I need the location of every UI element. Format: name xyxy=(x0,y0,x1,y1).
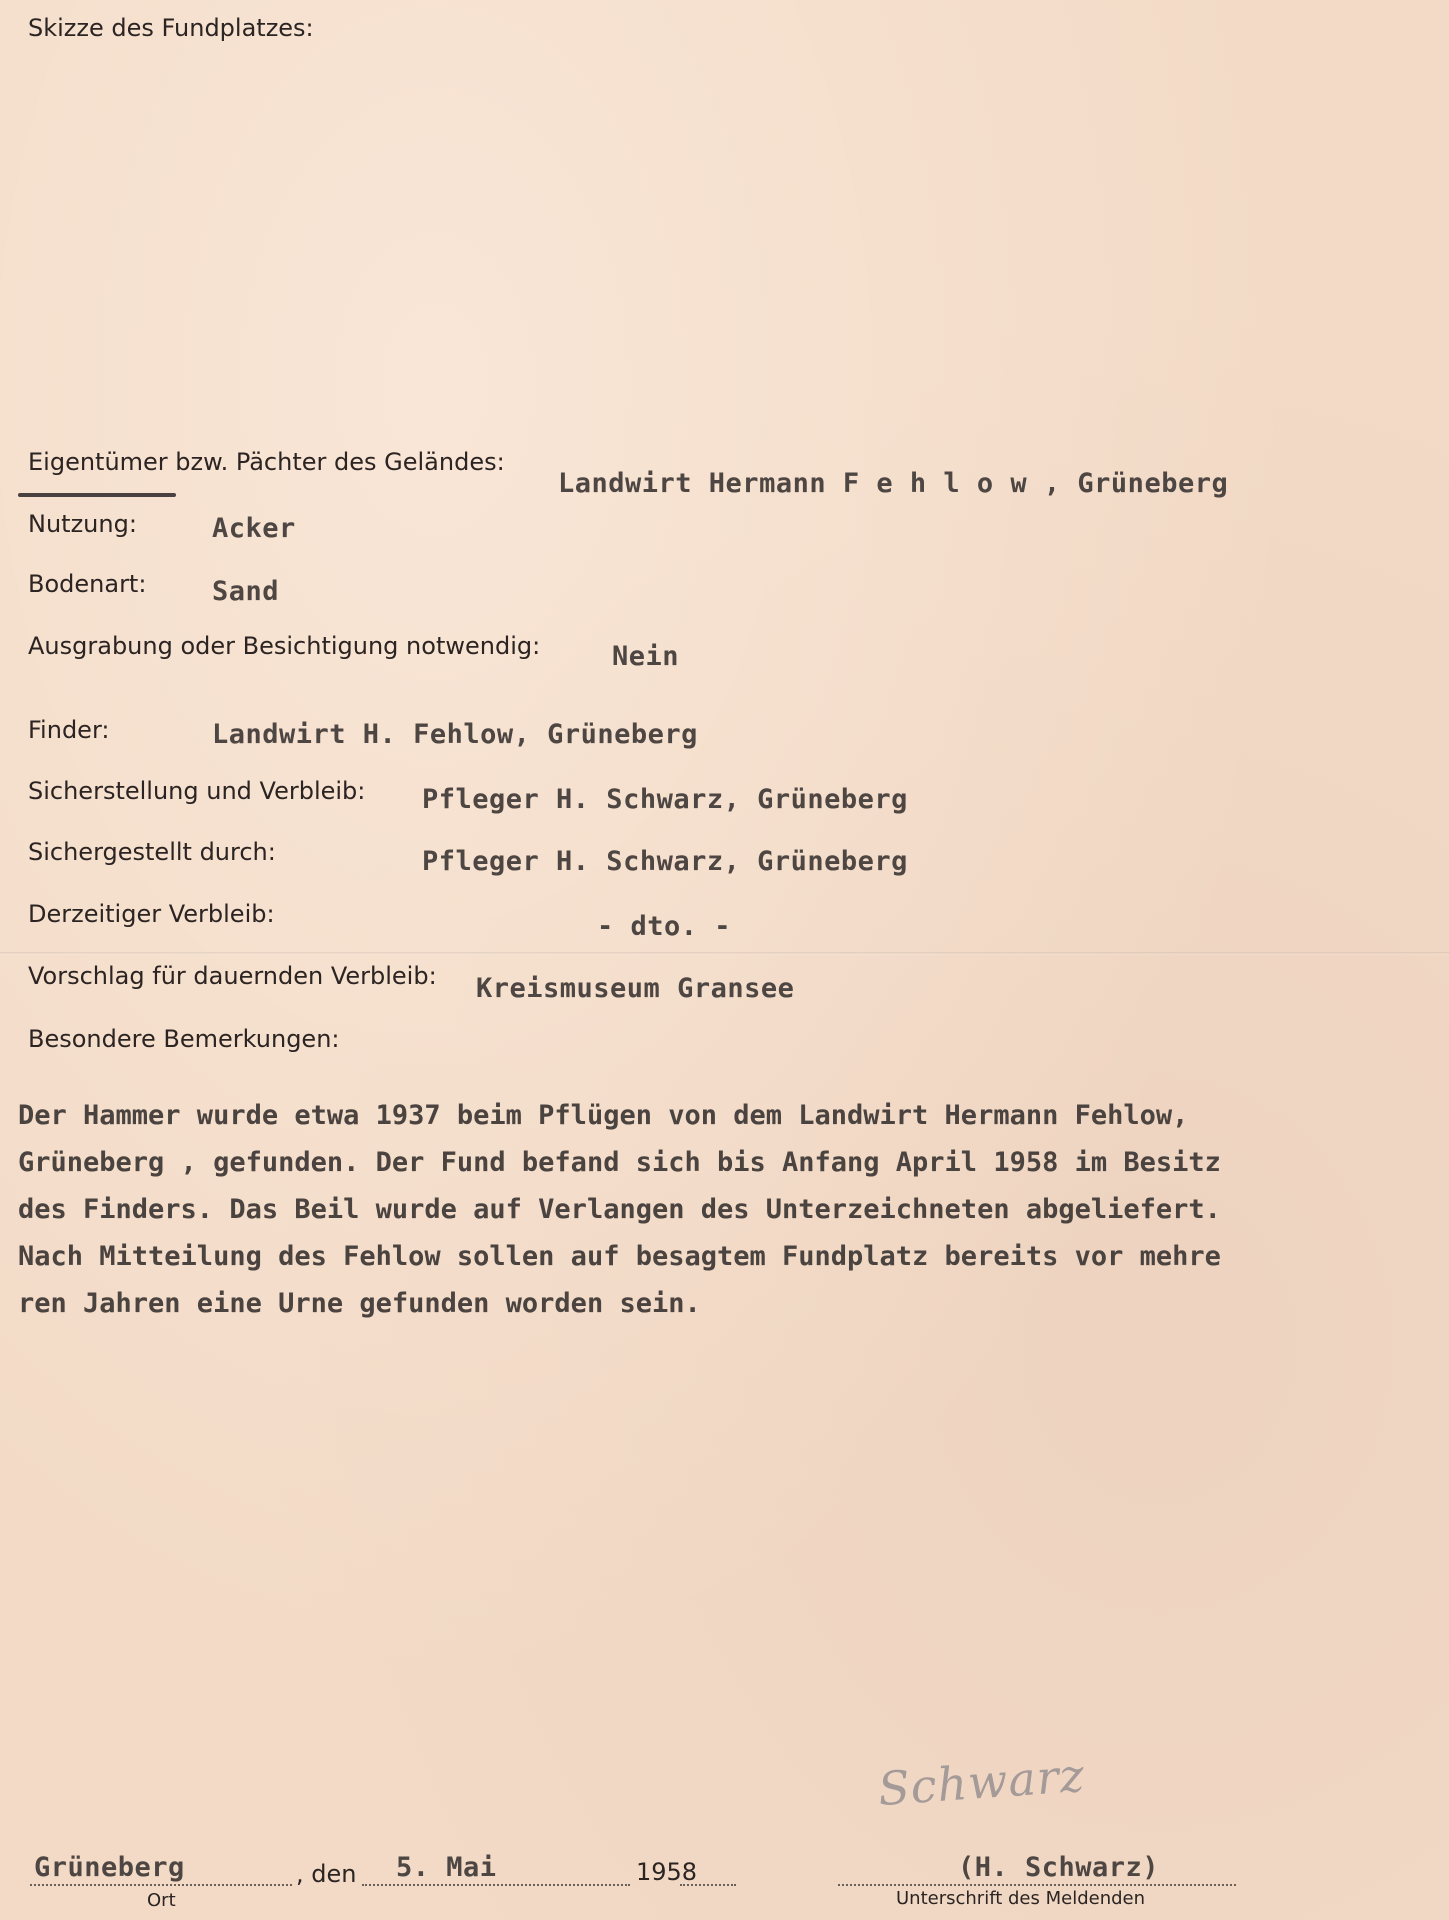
place-label: Ort xyxy=(147,1890,176,1911)
signature-label: Unterschrift des Meldenden xyxy=(896,1888,1146,1909)
excavation-value: Nein xyxy=(612,641,680,672)
soil-label: Bodenart: xyxy=(28,570,147,598)
remarks-label: Besondere Bemerkungen: xyxy=(28,1025,340,1053)
year-dotted-line xyxy=(680,1884,736,1886)
sketch-label: Skizze des Fundplatzes: xyxy=(28,14,314,42)
securing-label: Sicherstellung und Verbleib: xyxy=(28,777,366,805)
secured-by-value: Pfleger H. Schwarz, Grüneberg xyxy=(422,846,908,877)
owner-value: Landwirt Hermann F e h l o w , Grüneberg xyxy=(558,468,1229,499)
remarks-line: Grüneberg , gefunden. Der Fund befand sich bis Anfang April 1958 im Besitz xyxy=(18,1147,1221,1178)
soil-value: Sand xyxy=(212,576,280,607)
remarks-line: ren Jahren eine Urne gefunden worden sein. xyxy=(18,1288,701,1319)
proposal-value: Kreismuseum Gransee xyxy=(476,973,795,1004)
finder-value: Landwirt H. Fehlow, Grüneberg xyxy=(212,719,698,750)
excavation-label: Ausgrabung oder Besichtigung notwendig: xyxy=(28,632,541,660)
place-dotted-line xyxy=(30,1884,292,1886)
current-location-value: - dto. - xyxy=(597,911,732,942)
paper-fold xyxy=(0,952,1449,955)
handwritten-signature: Schwarz xyxy=(876,1747,1087,1817)
current-location-label: Derzeitiger Verbleib: xyxy=(28,900,275,928)
owner-label: Eigentümer bzw. Pächter des Geländes: xyxy=(28,448,505,476)
date-dotted-line xyxy=(362,1884,630,1886)
finder-label: Finder: xyxy=(28,716,110,744)
remarks-line: Der Hammer wurde etwa 1937 beim Pflügen von dem Landwirt Hermann Fehlow, xyxy=(18,1100,1189,1131)
date-value: 5. Mai xyxy=(396,1852,497,1883)
handwritten-underline xyxy=(18,493,176,497)
den-label: , den xyxy=(296,1860,357,1888)
place-value: Grüneberg xyxy=(34,1852,185,1883)
remarks-text xyxy=(18,1092,1438,1327)
securing-value: Pfleger H. Schwarz, Grüneberg xyxy=(422,784,908,815)
use-value: Acker xyxy=(212,513,296,544)
year-value: 1958 xyxy=(636,1858,698,1886)
signature-dotted-line xyxy=(838,1884,1236,1886)
remarks-line: des Finders. Das Beil wurde auf Verlangen des Unterzeichneten abgeliefert. xyxy=(18,1194,1221,1225)
use-label: Nutzung: xyxy=(28,510,137,538)
signature-typed: (H. Schwarz) xyxy=(958,1852,1160,1883)
remarks-line: Nach Mitteilung des Fehlow sollen auf besagtem Fundplatz bereits vor mehre xyxy=(18,1241,1221,1272)
secured-by-label: Sichergestellt durch: xyxy=(28,838,276,866)
proposal-label: Vorschlag für dauernden Verbleib: xyxy=(28,962,437,990)
